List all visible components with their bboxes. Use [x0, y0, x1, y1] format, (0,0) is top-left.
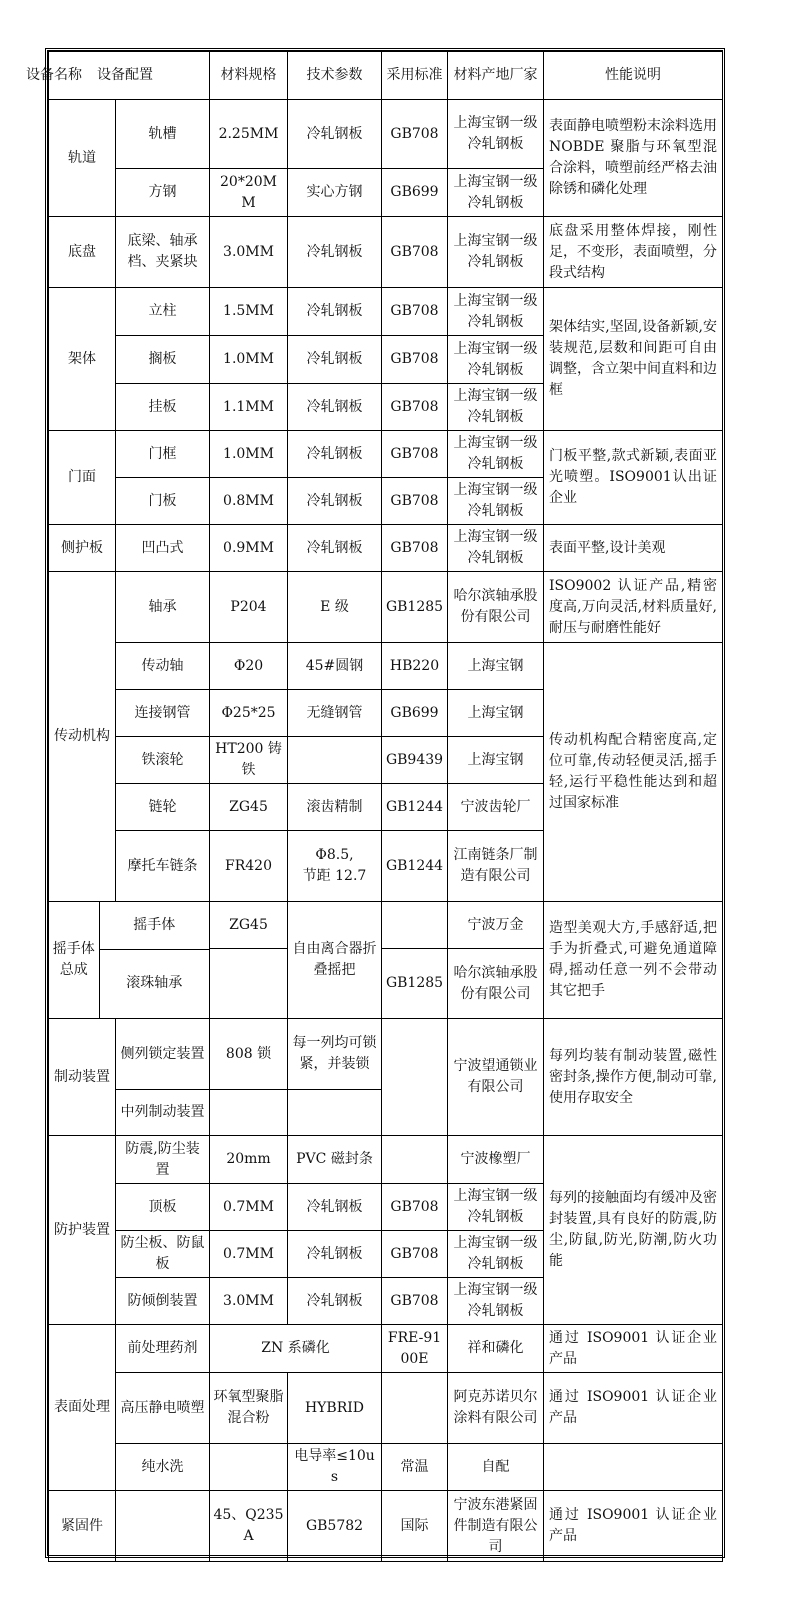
cell-maker: 上海宝钢一级冷轧钢板 — [448, 169, 544, 217]
header-standard: 采用标准 — [382, 52, 448, 100]
cell-config: 轨槽 — [116, 100, 210, 169]
table-row — [49, 1444, 723, 1491]
perf-side-panel: 表面平整,设计美观 — [544, 525, 723, 572]
cell-standard: GB708 — [382, 288, 448, 336]
cell-config: 防尘板、防鼠板 — [116, 1231, 210, 1278]
cell-config: 滚珠轴承 — [126, 975, 183, 992]
cell-standard: GB708 — [382, 336, 448, 384]
table-row — [49, 1019, 723, 1090]
equipment-spec-table — [26, 51, 723, 1562]
cell-maker: 上海宝钢一级冷轧钢板 — [448, 288, 544, 336]
cell-spec: 1.1MM — [210, 384, 288, 431]
cell-spec: 环氧型聚脂混合粉 — [210, 1373, 288, 1444]
header-performance: 性能说明 — [544, 52, 723, 100]
table-row — [49, 572, 723, 643]
cell-spec: 2.25MM — [210, 100, 288, 169]
cell-spec: P204 — [210, 572, 288, 643]
cell-spec — [210, 1444, 288, 1491]
cell-maker: 宁波齿轮厂 — [448, 784, 544, 831]
group-handle-name: 摇手体总成 — [49, 902, 99, 1018]
group-brake: 制动装置 — [49, 1019, 116, 1136]
cell-param: GB5782 — [288, 1491, 382, 1562]
cell-param — [288, 1090, 382, 1136]
cell-spec: 3.0MM — [210, 217, 288, 288]
cell-spec: Φ25*25 — [210, 690, 288, 737]
cell-standard: 常温 — [382, 1444, 448, 1491]
cell-standard: GB708 — [382, 1184, 448, 1231]
cell-maker: 上海宝钢一级冷轧钢板 — [448, 336, 544, 384]
cell-param: 冷轧钢板 — [288, 100, 382, 169]
cell-maker: 上海宝钢一级冷轧钢板 — [448, 478, 544, 525]
cell-standard: GB1285 — [382, 572, 448, 643]
cell-config: 方钢 — [116, 169, 210, 217]
cell-param: 滚齿精制 — [288, 784, 382, 831]
cell-param: PVC 磁封条 — [288, 1136, 382, 1184]
cell-standard: FRE-9100E — [382, 1325, 448, 1373]
table-row — [49, 100, 723, 169]
cell-spec: 0.7MM — [210, 1231, 288, 1278]
cell-param: 电导率≤10us — [288, 1444, 382, 1491]
perf-pretreatment: 通过 ISO9001 认证企业产品 — [544, 1325, 723, 1373]
cell-spec: ZG45 — [210, 902, 288, 949]
cell-param: ZN 系磷化 — [210, 1325, 382, 1373]
cell-standard — [382, 1373, 448, 1444]
cell-config: 轴承 — [116, 572, 210, 643]
cell-config: 摇手体 — [99, 902, 209, 949]
perf-frame: 架体结实,坚固,设备新颖,安装规范,层数和间距可自由调整，含立架中间直料和边框 — [544, 288, 723, 431]
cell-spec: HT200 铸铁 — [210, 737, 288, 784]
header-equipment-config-text: 设备配置 — [97, 67, 153, 83]
table-row — [49, 1325, 723, 1373]
group-protection: 防护装置 — [49, 1136, 116, 1325]
cell-spec: 808 锁 — [210, 1019, 288, 1090]
cell-param: 冷轧钢板 — [288, 288, 382, 336]
table-row — [49, 902, 723, 949]
group-chassis: 底盘 — [49, 217, 116, 288]
cell-spec: 20mm — [210, 1136, 288, 1184]
cell-spec — [210, 1090, 288, 1136]
table-row — [49, 431, 723, 478]
cell-spec: 20*20MM — [210, 169, 288, 217]
cell-config: 中列制动装置 — [116, 1090, 210, 1136]
cell-spec: Φ20 — [210, 643, 288, 690]
cell-spec: 1.5MM — [210, 288, 288, 336]
cell-param: 冷轧钢板 — [288, 336, 382, 384]
perf-protection: 每列的接触面均有缓冲及密封装置,具有良好的防震,防尘,防鼠,防光,防潮,防火功能 — [544, 1136, 723, 1325]
cell-spec: 1.0MM — [210, 431, 288, 478]
cell-standard: GB708 — [382, 431, 448, 478]
cell-config: 底梁、轴承档、夹紧块 — [116, 217, 210, 288]
cell-standard: GB1244 — [382, 831, 448, 902]
header-equipment-name-text: 设备名称 — [26, 67, 82, 83]
cell-param: 自由离合器折叠摇把 — [288, 902, 382, 1019]
table-row — [49, 217, 723, 288]
table-row — [49, 1136, 723, 1184]
cell-maker: 宁波东港紧固件制造有限公司 — [448, 1491, 544, 1562]
perf-rail: 表面静电喷塑粉末涂料选用 NOBDE 聚脂与环氧型混合涂料，喷塑前经严格去油除锈和磷化处理 — [544, 100, 723, 217]
cell-standard — [382, 1136, 448, 1184]
cell-standard: GB708 — [382, 1231, 448, 1278]
header-row — [49, 52, 723, 100]
group-side-panel: 侧护板 — [49, 525, 116, 572]
cell-config: 连接钢管 — [116, 690, 210, 737]
cell-config: 纯水洗 — [116, 1444, 210, 1491]
cell-maker: 哈尔滨轴承股份有限公司 — [448, 572, 544, 643]
cell-maker: 上海宝钢一级冷轧钢板 — [448, 100, 544, 169]
cell-param: 冷轧钢板 — [288, 478, 382, 525]
group-fastener: 紧固件 — [49, 1491, 116, 1562]
cell-param: HYBRID — [288, 1373, 382, 1444]
cell-standard: GB9439 — [382, 737, 448, 784]
cell-spec: 1.0MM — [210, 336, 288, 384]
header-equipment-name — [26, 52, 210, 100]
perf-water-wash — [544, 1444, 723, 1491]
cell-standard: HB220 — [382, 643, 448, 690]
cell-maker: 上海宝钢 — [448, 690, 544, 737]
cell-spec: 3.0MM — [210, 1278, 288, 1325]
cell-spec: FR420 — [210, 831, 288, 902]
cell-standard: GB708 — [382, 384, 448, 431]
cell-config: 侧列锁定装置 — [116, 1019, 210, 1090]
table-row — [49, 525, 723, 572]
perf-drive: 传动机构配合精密度高,定位可靠,传动轻便灵活,摇手轻,运行平稳性能达到和超过国家标准 — [544, 643, 723, 902]
perf-brake: 每列均装有制动装置,磁性密封条,操作方便,制动可靠,使用存取安全 — [544, 1019, 723, 1136]
header-tech-param: 技术参数 — [288, 52, 382, 100]
cell-param: 冷轧钢板 — [288, 1184, 382, 1231]
cell-param: Φ8.5, 节距 12.7 — [288, 831, 382, 902]
cell-param: 冷轧钢板 — [288, 217, 382, 288]
spec-document — [26, 48, 725, 1558]
group-frame: 架体 — [49, 288, 116, 431]
cell-param: 每一列均可锁紧，并装锁 — [288, 1019, 382, 1090]
cell-config: 前处理药剂 — [116, 1325, 210, 1373]
cell-standard: GB699 — [382, 169, 448, 217]
perf-spraying: 通过 ISO9001 认证企业产品 — [544, 1373, 723, 1444]
cell-maker: 上海宝钢一级冷轧钢板 — [448, 1184, 544, 1231]
cell-spec: ZG45 — [210, 784, 288, 831]
perf-fastener: 通过 ISO9001 认证企业产品 — [544, 1491, 723, 1562]
cell-config — [116, 1491, 210, 1562]
perf-chassis: 底盘采用整体焊接，刚性足，不变形，表面喷塑，分段式结构 — [544, 217, 723, 288]
cell-config: 顶板 — [116, 1184, 210, 1231]
table-row — [49, 643, 723, 690]
cell-maker: 宁波万金 — [448, 902, 544, 949]
cell-standard: GB708 — [382, 478, 448, 525]
cell-config: 链轮 — [116, 784, 210, 831]
group-door: 门面 — [49, 431, 116, 525]
cell-param: 无缝钢管 — [288, 690, 382, 737]
cell-config: 防震,防尘装置 — [116, 1136, 210, 1184]
cell-standard: GB708 — [382, 100, 448, 169]
cell-param: 冷轧钢板 — [288, 1231, 382, 1278]
cell-param — [288, 737, 382, 784]
group-drive: 传动机构 — [49, 572, 116, 902]
perf-handle: 造型美观大方,手感舒适,把手为折叠式,可避免通道障碍,摇动任意一列不会带动其它把手 — [544, 902, 723, 1019]
cell-standard: GB1244 — [382, 784, 448, 831]
cell-config: 立柱 — [116, 288, 210, 336]
table-row — [49, 1373, 723, 1444]
cell-standard — [382, 902, 448, 949]
cell-maker: 祥和磷化 — [448, 1325, 544, 1373]
cell-maker: 上海宝钢一级冷轧钢板 — [448, 1231, 544, 1278]
cell-param: 冷轧钢板 — [288, 1278, 382, 1325]
cell-param: 实心方钢 — [288, 169, 382, 217]
cell-maker: 宁波橡塑厂 — [448, 1136, 544, 1184]
cell-param: 45#圆钢 — [288, 643, 382, 690]
cell-standard: GB708 — [382, 1278, 448, 1325]
cell-spec: 0.7MM — [210, 1184, 288, 1231]
cell-spec: 0.9MM — [210, 525, 288, 572]
header-material-spec: 材料规格 — [210, 52, 288, 100]
perf-door: 门板平整,款式新颖,表面亚光喷塑。ISO9001认出证企业 — [544, 431, 723, 525]
perf-bearing: ISO9002 认证产品,精密度高,万向灵活,材料质量好,耐压与耐磨性能好 — [544, 572, 723, 643]
group-surface: 表面处理 — [49, 1325, 116, 1491]
cell-standard: GB708 — [382, 217, 448, 288]
cell-maker: 上海宝钢一级冷轧钢板 — [448, 431, 544, 478]
cell-standard: 国际 — [382, 1491, 448, 1562]
cell-maker: 上海宝钢 — [448, 737, 544, 784]
cell-param: 冷轧钢板 — [288, 525, 382, 572]
cell-maker: 上海宝钢一级冷轧钢板 — [448, 217, 544, 288]
group-handle — [49, 902, 210, 1019]
cell-config: 凹凸式 — [116, 525, 210, 572]
cell-maker: 哈尔滨轴承股份有限公司 — [448, 949, 544, 1019]
cell-standard: GB1285 — [382, 949, 448, 1019]
cell-spec: 0.8MM — [210, 478, 288, 525]
cell-spec — [210, 949, 288, 1019]
cell-maker: 上海宝钢一级冷轧钢板 — [448, 525, 544, 572]
cell-maker: 阿克苏诺贝尔涂料有限公司 — [448, 1373, 544, 1444]
cell-config: 防倾倒装置 — [116, 1278, 210, 1325]
cell-param: E 级 — [288, 572, 382, 643]
cell-config: 摩托车链条 — [116, 831, 210, 902]
cell-config: 挂板 — [116, 384, 210, 431]
cell-standard: GB699 — [382, 690, 448, 737]
cell-param: 冷轧钢板 — [288, 431, 382, 478]
cell-config: 搁板 — [116, 336, 210, 384]
cell-config: 传动轴 — [116, 643, 210, 690]
cell-standard — [382, 1019, 448, 1136]
cell-config: 门板 — [116, 478, 210, 525]
cell-maker: 上海宝钢一级冷轧钢板 — [448, 1278, 544, 1325]
cell-maker: 江南链条厂制造有限公司 — [448, 831, 544, 902]
table-row — [49, 288, 723, 336]
cell-maker: 上海宝钢一级冷轧钢板 — [448, 384, 544, 431]
cell-maker: 宁波望通锁业有限公司 — [448, 1019, 544, 1136]
cell-standard: GB708 — [382, 525, 448, 572]
cell-config: 门框 — [116, 431, 210, 478]
cell-spec: 45、Q235A — [210, 1491, 288, 1562]
table-row — [49, 1491, 723, 1562]
cell-maker: 上海宝钢 — [448, 643, 544, 690]
cell-config: 铁滚轮 — [116, 737, 210, 784]
cell-param: 冷轧钢板 — [288, 384, 382, 431]
header-maker: 材料产地厂家 — [448, 52, 544, 100]
cell-maker: 自配 — [448, 1444, 544, 1491]
group-rail: 轨道 — [49, 100, 116, 217]
cell-config: 高压静电喷塑 — [116, 1373, 210, 1444]
